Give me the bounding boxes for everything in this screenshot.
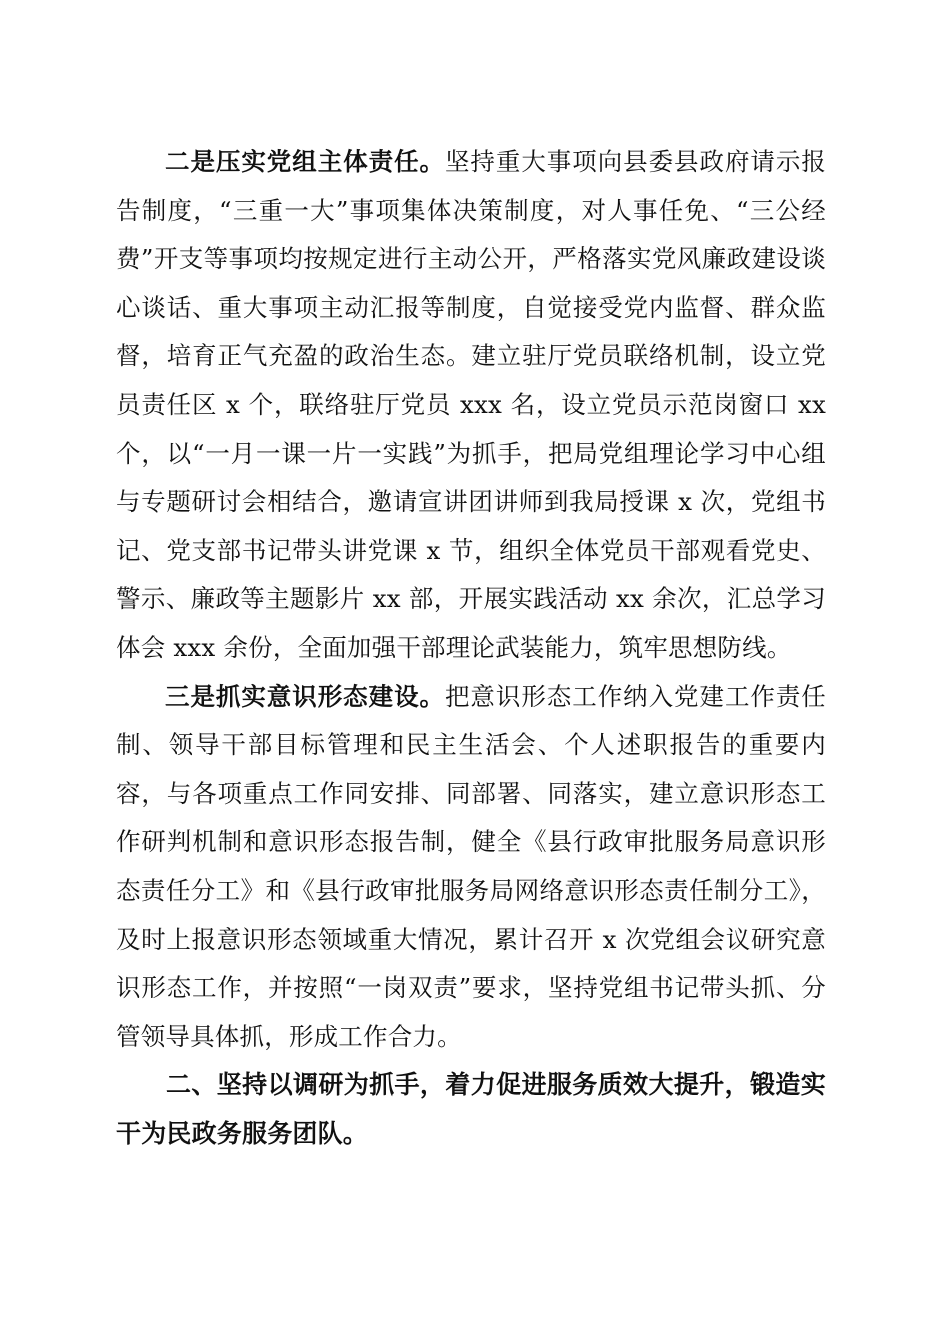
- paragraph-party-responsibility: [116, 138, 826, 673]
- paragraph-lead: 二是压实党组主体责任。: [165, 147, 445, 176]
- section-heading: 二、坚持以调研为抓手，着力促进服务质效大提升，锻造实干为民政务服务团队。: [116, 1070, 826, 1148]
- paragraph-ideology-construction: [116, 673, 826, 1062]
- paragraph-body: 坚持重大事项向县委县政府请示报告制度，“三重一大”事项集体决策制度，对人事任免、“三公经费”开支等事项均按规定进行主动公开，严格落实党风廉政建设谈心谈话、重大事项主动汇报等制度，自觉接受党内监督、群众监督，培育正气充盈的政治生态。建立驻厅党员联络机制，设立党员责任区 x 个，联络驻厅党员 xxx 名，设立党员示范岗窗口 xx 个，以“一月一课一片一实践”为抓手，把局党组理论学习中心组与专题研讨会相结合，邀请宣讲团讲师到我局授课 x 次，党组书记、党支部书记带头讲党课 x 节，组织全体党员干部观看党史、警示、廉政等主题影片 xx 部，开展实践活动 xx 余次，汇总学习体会 xxx 余份，全面加强干部理论武装能力，筑牢思想防线。: [116, 147, 827, 662]
- document-page: [116, 138, 826, 1158]
- paragraph-lead: 三是抓实意识形态建设。: [165, 681, 445, 711]
- paragraph-body: 把意识形态工作纳入党建工作责任制、领导干部目标管理和民主生活会、个人述职报告的重要内容，与各项重点工作同安排、同部署、同落实，建立意识形态工作研判机制和意识形态报告制，健全《县行政审批服务局意识形态责任分工》和《县行政审批服务局网络意识形态责任制分工》，及时上报意识形态领域重大情况，累计召开 x 次党组会议研究意识形态工作，并按照“一岗双责”要求，坚持党组书记带头抓、分管领导具体抓，形成工作合力。: [116, 681, 827, 1051]
